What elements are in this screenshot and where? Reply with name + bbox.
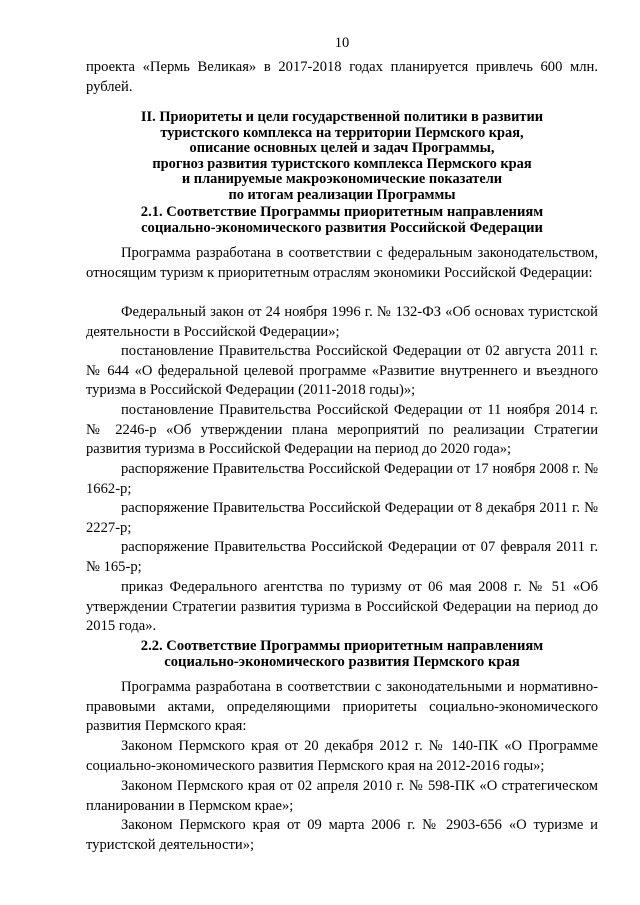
subsection-2-heading	[86, 638, 598, 671]
subsection-1-paragraph: приказ Федерального агентства по туризму от 06 мая 2008 г. № 51 «Об утверждении Стратегии развития туризма в Российской Федерации на период до 2015 года».	[86, 579, 598, 635]
subsection-2-paragraph: Законом Пермского края от 20 декабря 2012 г. № 140-ПК «О Программе социально-экономического развития Пермского края на 2012-2016 годы»;	[86, 738, 598, 774]
intro-paragraph-tail: проекта «Пермь Великая» в 2017-2018 годах планируется привлечь 600 млн. рублей.	[86, 59, 598, 95]
subsection-1-paragraph: распоряжение Правительства Российской Федерации от 17 ноября 2008 г. № 1662-р;	[86, 461, 598, 497]
subsection-heading-line: социально-экономического развития Российской Федерации	[141, 220, 543, 237]
subsection-2-paragraph: Законом Пермского края от 09 марта 2006 г. № 2903-656 «О туризме и туристской деятельности»;	[86, 817, 598, 853]
subsection-heading-line: социально-экономического развития Пермского края	[164, 654, 520, 671]
subsection-1-heading	[86, 204, 598, 237]
subsection-1-paragraph: постановление Правительства Российской Федерации от 11 ноября 2014 г. № 2246-р «Об утверждении плана мероприятий по реализации Стратегии развития туризма в Российской Федерации на период до 2020 года»;	[86, 402, 598, 458]
section-heading-line: по итогам реализации Программы	[228, 186, 456, 203]
section-heading-line: и планируемые макроэкономические показатели	[181, 171, 503, 188]
subsection-1-paragraph: Программа разработана в соответствии с федеральным законодательством, относящим туризм к приоритетным отраслям экономики Российской Федерации:	[86, 245, 598, 281]
subsection-2-paragraph: Программа разработана в соответствии с законодательными и нормативно-правовыми актами, определяющими приоритеты социально-экономического развития Пермского края:	[86, 679, 598, 735]
subsection-2-paragraph: Законом Пермского края от 02 апреля 2010 г. № 598-ПК «О стратегическом планировании в Пермском крае»;	[86, 778, 598, 814]
section-heading-line: II. Приоритеты и цели государственной политики в развитии	[140, 109, 544, 125]
section-heading-line: описание основных целей и задач Программы,	[189, 140, 495, 157]
subsection-heading-line: 2.2. Соответствие Программы приоритетным направлениям	[140, 638, 544, 654]
subsection-1-paragraph: распоряжение Правительства Российской Федерации от 07 февраля 2011 г. № 165-р;	[86, 539, 598, 575]
subsection-1-paragraph: постановление Правительства Российской Федерации от 02 августа 2011 г. № 644 «О федеральной целевой программе «Развитие внутреннего и въездного туризма в Российской Федерации (2011-2018 годы)»;	[86, 343, 598, 399]
section-heading-line: туристского комплекса на территории Пермского края,	[160, 124, 524, 141]
subsection-heading-line: 2.1. Соответствие Программы приоритетным направлениям	[140, 204, 544, 220]
page-number: 10	[334, 35, 350, 51]
subsection-1-paragraph: Федеральный закон от 24 ноября 1996 г. № 132-ФЗ «Об основах туристской деятельности в Российской Федерации»;	[86, 304, 598, 340]
section-heading	[86, 110, 598, 204]
subsection-1-paragraph: распоряжение Правительства Российской Федерации от 8 декабря 2011 г. № 2227-р;	[86, 500, 598, 536]
section-heading-line: прогноз развития туристского комплекса Пермского края	[152, 155, 532, 172]
